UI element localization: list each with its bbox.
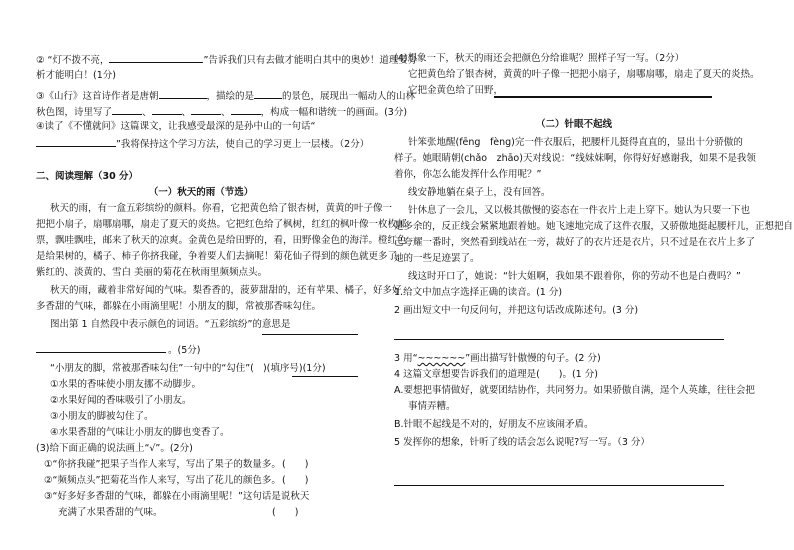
passage-2-line: 己夸耀一番时，突然看到线站在一旁，裁好了的衣片还是衣片，只不过是在衣片上多了 [394,237,756,248]
judge-item: ③“好多好多香甜的气味，都躲在小雨滴里呢！”这句话是说秋天 [44,491,310,502]
answer-line[interactable] [394,339,724,340]
passage-2-question-1: 1.给文中加点字选择正确的读音。(1 分) [394,287,563,298]
passage-2-line: 针休息了一会儿，又以极其傲慢的姿态在一件衣片上走上穿下。她认为只要一下也 [408,205,751,216]
option-b: B.针眼不起线是不对的，好朋友不应该闹矛盾。 [394,419,594,430]
blank-line[interactable] [36,136,116,147]
passage-1-line: 把把小扇子，扇哪扇哪，扇走了夏天的炎热。它把红色给了枫树，红红的枫叶像一枚枚邮 [36,219,407,230]
passage-1-question-1: 图出第 1 自然段中表示颜色的词语。“五彩缤纷”的意思是 [50,319,291,330]
fill-question-2-cont: 析才能明白！(1分) [36,70,116,81]
blank-line[interactable] [152,104,182,115]
fill-question-3: ③《山行》这首诗作者是唐朝 ，描绘的是 的景色，展现出一幅动人的山林 [36,88,415,104]
section-2-title: 二、阅读理解（30 分） [36,171,139,182]
passage-1-line: 秋天的雨，有一盒五彩缤纷的颜料。你看，它把黄色给了银杏树，黄黄的叶子像一 [50,203,393,214]
judge-item: ①“你挤我碰”把果子当作人来写，写出了果子的数量多。 [44,459,281,470]
passage-2-line: 着你，你怎么能发挥什么作用呢？” [394,169,542,180]
passage-2-question-2: 2 画出短文中一句反问句，并把这句话改成陈述句。(3 分) [394,305,639,316]
passage-1-line: 紫红的、淡黄的、雪白 美丽的菊花在秋雨里频频点头。 [36,267,268,278]
answer-line[interactable] [494,96,712,98]
fill-question-2: ② “灯不拨不亮， ”告诉我们只有去做才能明白其中的奥妙！道理要分 [36,52,417,68]
blank-line[interactable] [159,88,207,99]
blank-line[interactable] [231,104,261,115]
passage-2-line: 针笨张地醒(fēng fèng)完一件衣服后，把腰杆儿挺得直直的，显出十分骄傲的 [408,137,743,148]
blank-line[interactable] [254,88,282,99]
passage-1-line: 多香甜的气味，都躲在小雨滴里呢！小朋友的脚，常被那香味勾住。 [36,301,322,312]
option-a: A.要想把事情做好，就要团结协作，共同努力。如果骄傲自满，逞个人英雄，往往会把 [394,385,755,396]
passage-2-question-3: 3 用“~~~~~~”画出描写针傲慢的句子。(2 分) [394,353,601,364]
judge-item-cont: 充满了水果香甜的气味。 [58,507,163,518]
passage-2-question-5: 5 发挥你的想象，针听了线的话会怎么说呢?写一写。（3 分） [394,437,650,448]
answer-line[interactable] [292,376,358,377]
passage-1-question-2: “小朋友的脚，常被那香味勾住”一句中的“勾住”( )(填序号)(1分) [50,363,326,374]
passage-1-question-3: (3)给下面正确的说法画上“√”。(2分) [36,443,193,454]
blank-line[interactable] [112,104,142,115]
blank-line[interactable] [109,52,203,63]
example-sentence: 它把黄色给了银杏树，黄黄的叶子像一把把小扇子，扇哪扇哪，扇走了夏天的炎热。 [408,69,760,80]
answer-bracket[interactable]: ( ) [282,475,309,486]
fill-question-4: ④读了《不懂就问》这篇课文，让我感受最深的是孙中山的一句话“ [36,121,316,132]
prompt-sentence: 它把金黄色给了田野， [408,85,504,96]
passage-2-question-4: 4 这篇文章想要告诉我们的道理是( )。(1 分) [394,369,598,380]
fill-question-4-cont: ”我将保持这个学习方法，使自己的学习更上一层楼。（2分） [36,136,369,152]
option-item: ②水果好闻的香味吸引了小朋友。 [50,395,192,406]
option-a-cont: 事情弄糟。 [408,401,456,412]
passage-1-question-1-score: 。(5分) [168,345,201,356]
passage-2-line: 是多余的，反正线会紧紧地跟着她。她飞速地完成了这件衣服，又骄傲地挺起腰杆儿，正想把自 [394,221,794,232]
passage-1-title: （一）秋天的雨（节选） [148,187,254,198]
judge-item: ②“频频点头”把菊花当作人来写，写出了花儿的颜色多。 [44,475,281,486]
option-item: ③小朋友的脚被勾住了。 [50,411,154,422]
passage-2-title: （二）针眼不起线 [535,119,612,130]
blank-line[interactable] [191,104,221,115]
passage-2-line: 样子。她眼睛朝(chǎo zhāo)天对线说：“线妹妹啊，你得好好感谢我，如果不是我领 [394,153,756,164]
passage-1-line: 秋天的雨，藏着非常好闻的气味。梨香香的，菠萝甜甜的，还有苹果、橘子，好多好 [50,285,402,296]
passage-1-line: 票，飘哇飘哇，邮来了秋天的凉爽。金黄色是给田野的，看，田野像金色的海洋。橙红色 [36,235,407,246]
option-item: ①水果的香味使小朋友挪不动脚步。 [50,379,202,390]
passage-1-question-4: (4)想象一下，秋天的雨还会把颜色分给谁呢？照样子写一写。（2分） [394,53,685,64]
answer-line[interactable] [36,352,166,353]
passage-2-line: 她的一些足迹罢了。 [394,253,480,264]
passage-2-line: 线这时开口了，她说：“针大姐啊，我如果不跟着你，你的劳动不也是白费吗？” [408,271,741,282]
answer-bracket[interactable]: ( ) [282,459,309,470]
passage-1-line: 是给果树的，橘子、柿子你挤我碰，争着要人们去摘呢！菊花仙子得到的颜色就更多了， [36,251,407,262]
fill-question-3-cont: 秋色图，诗里写了 、 、 、 ，构成一幅和谐统一的画面。(3分) [36,104,407,120]
answer-bracket[interactable]: ( ) [272,507,299,518]
passage-2-line: 线安静地躺在桌子上，没有回答。 [408,187,551,198]
answer-line[interactable] [394,485,724,486]
option-item: ④水果香甜的气味让小朋友的脚也变香了。 [50,427,230,438]
answer-line[interactable] [262,334,358,335]
